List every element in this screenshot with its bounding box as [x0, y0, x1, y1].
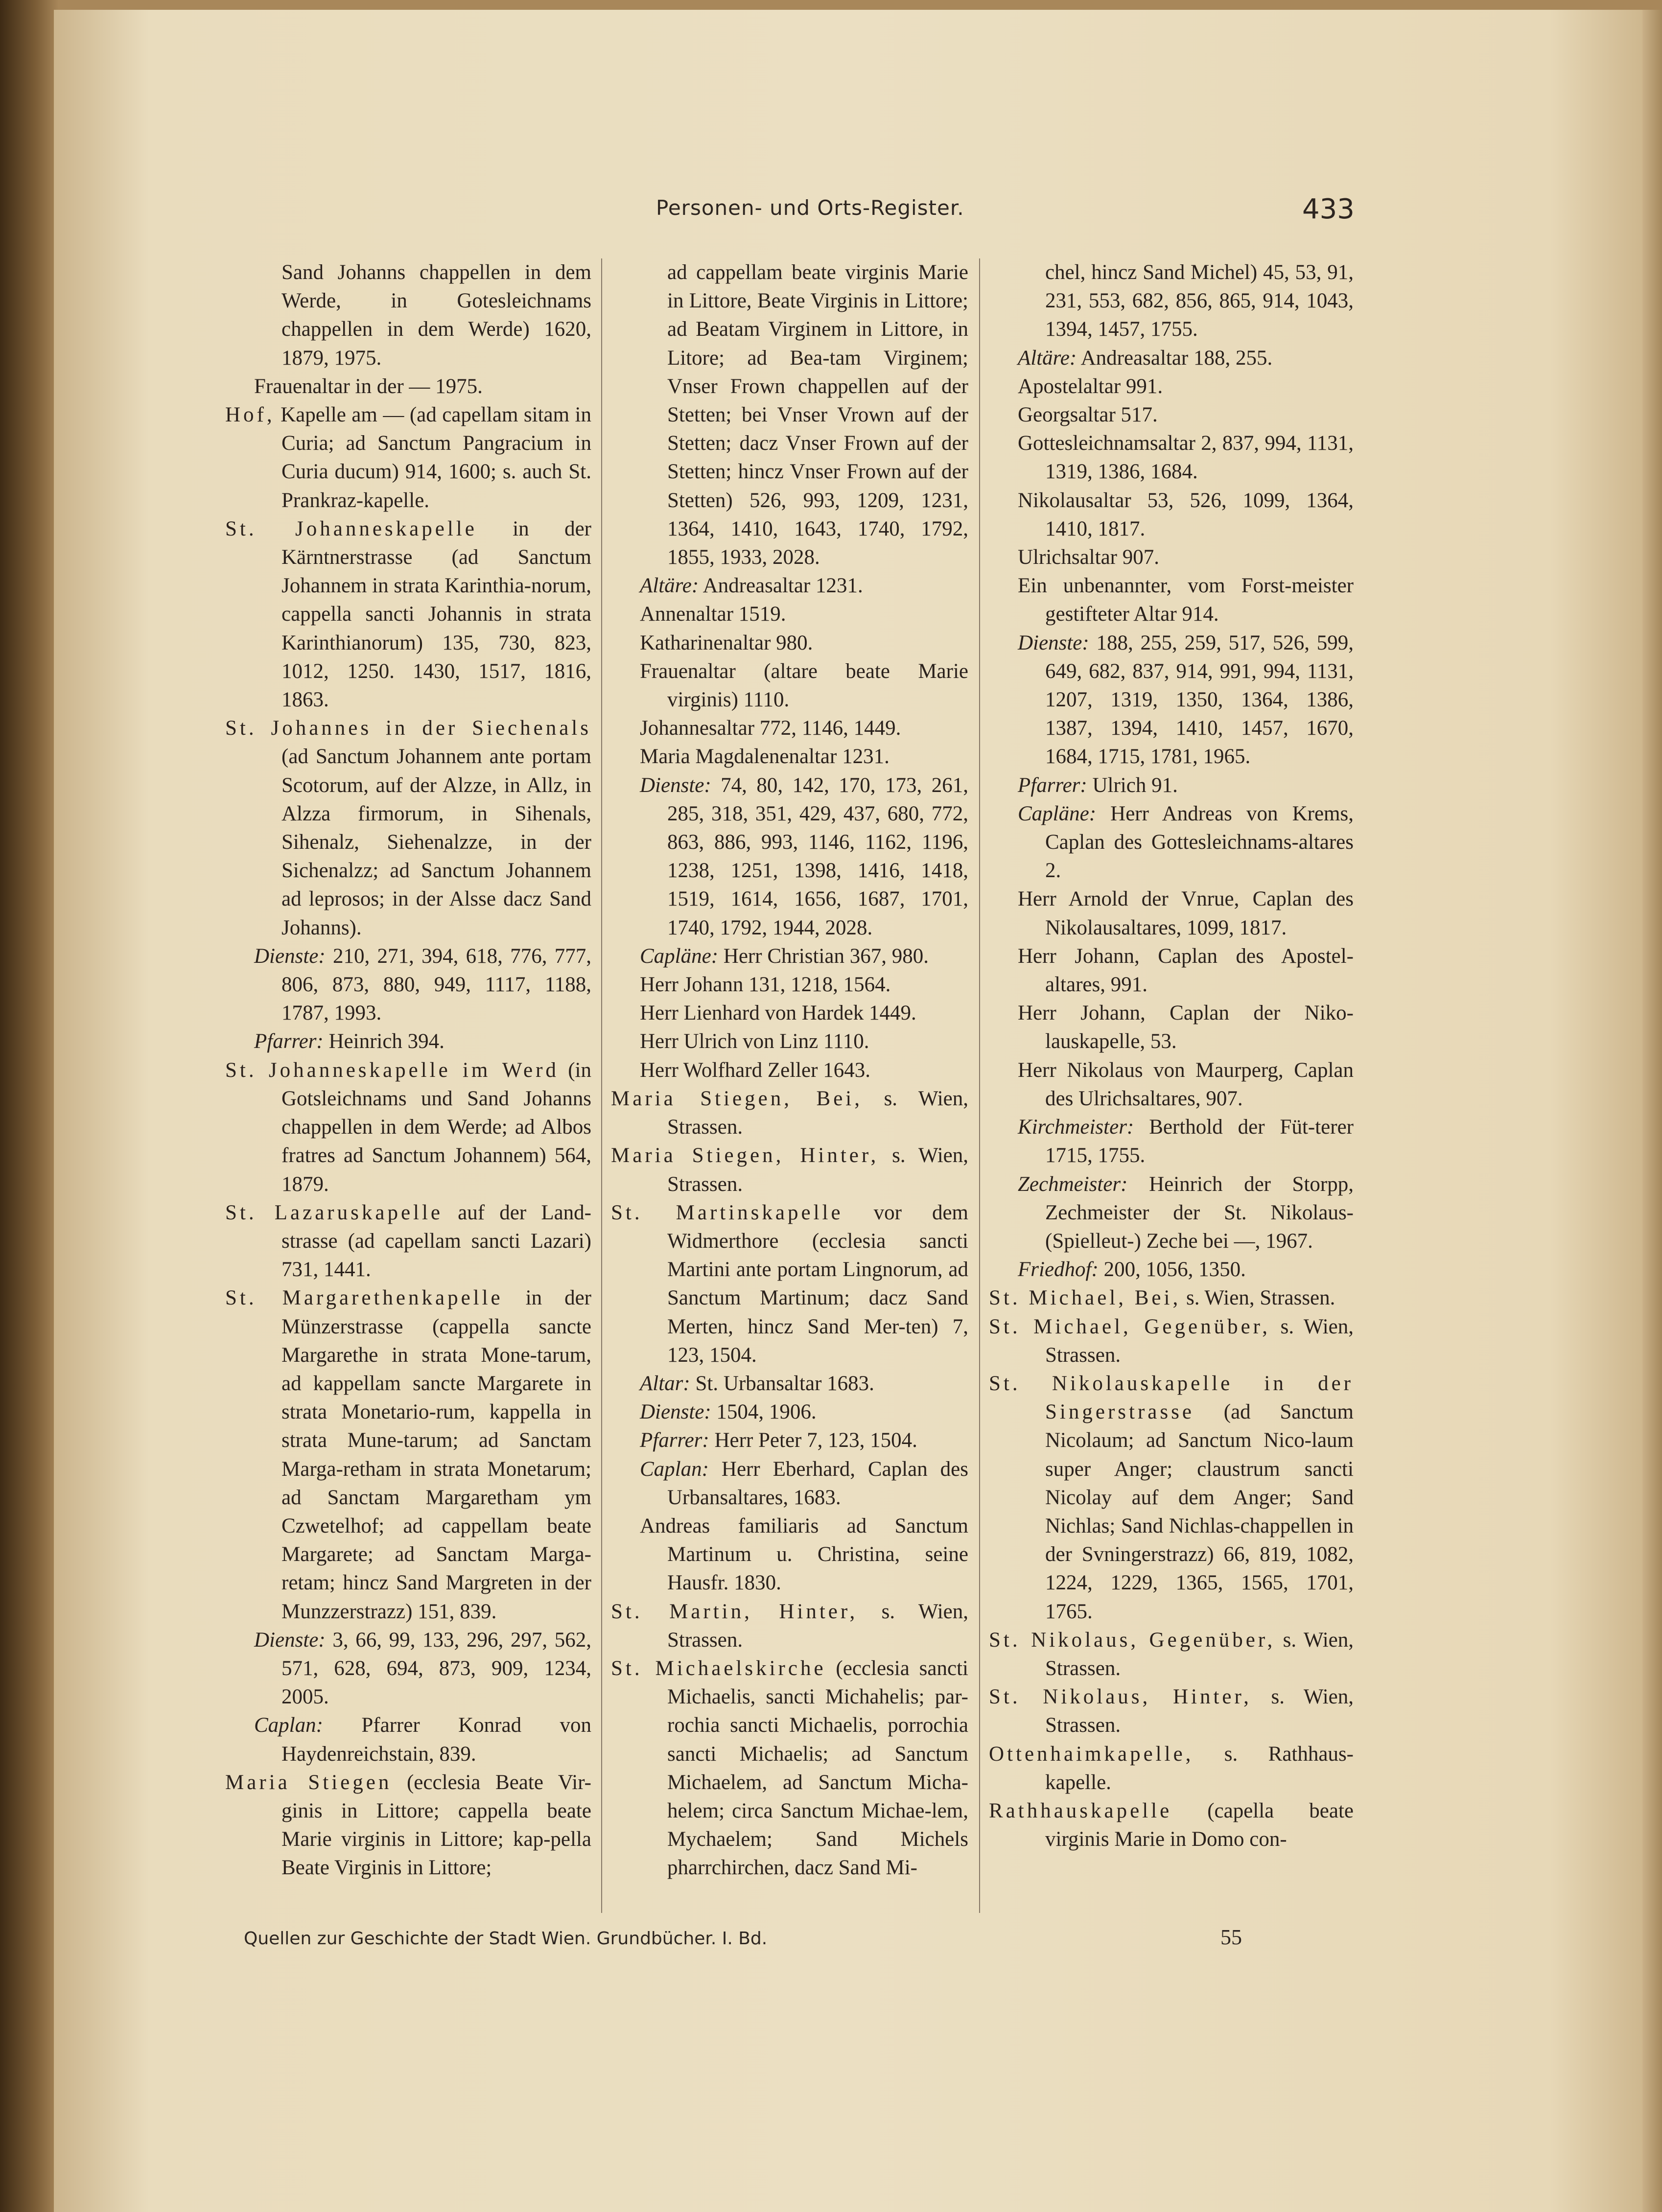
- index-subentry-item: [611, 1027, 968, 1056]
- subentry-label: Pfarrer:: [640, 1429, 709, 1452]
- index-subentry: [225, 1027, 591, 1056]
- column-divider: [979, 258, 980, 1913]
- entry-text: Herr Lienhard von Hardek 1449.: [640, 1001, 916, 1025]
- entry-text: (ad Sanctum Johannem ante portam Scotorum, auf der Alzze, in Allz, in Alzza firmorum, in Sihenals, Sihenalz, Siehenalzze, in der Sichenalzz; ad Sanctum Johannem ad leprosos; in der Alsse dacz Sand Johanns).: [281, 745, 591, 939]
- index-subentry-item: [989, 401, 1354, 429]
- index-subentry: [611, 1398, 968, 1426]
- entry-headword: St. Nikolaus, Gegenüber,: [989, 1628, 1276, 1652]
- index-column-1: [225, 258, 591, 1913]
- entry-headword: Maria Stiegen, Bei,: [611, 1087, 863, 1110]
- index-entry: [989, 1683, 1354, 1740]
- index-subentry: [611, 1455, 968, 1512]
- index-entry-continuation: [989, 258, 1354, 344]
- entry-text: s. Wien, Strassen.: [1045, 1628, 1354, 1680]
- entry-text: Herr Johann 131, 1218, 1564.: [640, 973, 891, 997]
- entry-text: 188, 255, 259, 517, 526, 599, 649, 682, 837, 914, 991, 994, 1131, 1207, 1319, 1350, 1364, 1386, 1387, 1394, 1410, 1457, 1670, 1684, 1715, 1781, 1965.: [1045, 631, 1354, 768]
- subentry-label: Capläne:: [1018, 802, 1097, 825]
- entry-text: Kapelle am — (ad capellam sitam in Curia; ad Sanctum Pangracium in Curia ducum) 914, 1600; s. auch St. Prankraz-kapelle.: [275, 403, 591, 512]
- entry-text: (in Gotsleichnams und Sand Johanns chappellen in dem Werde; ad Albos fratres ad Sanctum Johannem) 564, 1879.: [281, 1058, 591, 1196]
- column-divider: [601, 258, 602, 1913]
- index-subentry-item: [611, 657, 968, 714]
- entry-text: (ad Sanctum Nicolaum; ad Sanctum Nico-laum super Anger; claustrum sancti Nicolay auf dem Anger; Sand Nichlas; Sand Nichlas-chappellen in der Svningerstrazz) 66, 819, 1082, 1224, 1229, 1365, 1565, 1701, 1765.: [1045, 1400, 1354, 1623]
- entry-text: 1504, 1906.: [711, 1400, 817, 1424]
- entry-text: Andreas familiaris ad Sanctum Martinum u. Christina, seine Hausfr. 1830.: [640, 1514, 968, 1595]
- entry-text: 3, 66, 99, 133, 296, 297, 562, 571, 628, 694, 873, 909, 1234, 2005.: [281, 1628, 591, 1709]
- subentry-label: Dienste:: [640, 1400, 711, 1424]
- index-subentry: [225, 1711, 591, 1768]
- index-subentry-item: [611, 1056, 968, 1085]
- entry-text: St. Urbansaltar 1683.: [690, 1372, 874, 1395]
- index-subentry: [225, 1626, 591, 1712]
- subentry-label: Caplan:: [254, 1714, 323, 1737]
- entry-text: Herr Nikolaus von Maurperg, Caplan des Ulrichsaltares, 907.: [1018, 1058, 1354, 1110]
- entry-text: Maria Magdalenenaltar 1231.: [640, 745, 890, 768]
- index-entry: [611, 1598, 968, 1654]
- index-subentry-item: [989, 487, 1354, 543]
- entry-text: vor dem Widmerthore (ecclesia sancti Martini ante portam Lingnorum, ad Sanctum Martinum; dacz Sand Merten, hincz Sand Mer-ten) 7, 123, 1504.: [667, 1201, 969, 1367]
- subentry-label: Capläne:: [640, 944, 719, 968]
- index-subentry: [611, 771, 968, 942]
- index-subentry-item: [989, 942, 1354, 999]
- index-column-3: [989, 258, 1354, 1913]
- entry-text: in der Münzerstrasse (cappella sancte Margarethe in strata Mone-tarum, ad kappellam sancte Margarete in strata Monetario-rum, kappella in strata Mune-tarum; ad Sanctam Marga-retham in strata Monetarum; ad Sanctam Margaretham ym Czwetelhof; ad cappellam beate Margarete; ad Sanctam Marga-retam; hincz Sand Margreten in der Munzzerstrazz) 151, 839.: [281, 1286, 591, 1623]
- entry-text: Ein unbenannter, vom Forst-meister gestifteter Altar 914.: [1018, 574, 1354, 626]
- entry-text: Pfarrer Konrad von Haydenreichstain, 839.: [281, 1714, 591, 1766]
- book-gutter-shadow: [0, 0, 59, 2212]
- entry-text: Sand Johanns chappellen in dem Werde, in Gotesleichnams chappellen in dem Werde) 1620, 1879, 1975.: [281, 261, 591, 370]
- entry-text: s. Wien, Strassen.: [1181, 1286, 1335, 1310]
- entry-text: (ecclesia sancti Michaelis, sancti Michahelis; par-rochia sancti Michaelis, porrochia sancti Michaelis; ad Sanctum Michaelem, ad Sanctum Micha-helem; circa Sanctum Michae-lem, Mychaelem; Sand Michels pharrchirchen, dacz Sand Mi-: [667, 1656, 968, 1880]
- entry-text: Andreasaltar 188, 255.: [1077, 346, 1273, 370]
- subentry-label: Caplan:: [640, 1457, 709, 1481]
- running-header: Personen- und Orts-Register.: [656, 196, 964, 220]
- index-entry: [225, 401, 591, 515]
- entry-text: 200, 1056, 1350.: [1098, 1258, 1246, 1281]
- page-number: 433: [1302, 193, 1355, 225]
- entry-text: Johannesaltar 772, 1146, 1449.: [640, 717, 901, 740]
- entry-headword: Ottenhaimkapelle,: [989, 1742, 1194, 1766]
- entry-text: s. Wien, Strassen.: [1045, 1685, 1354, 1737]
- index-subentry-item: [989, 1056, 1354, 1113]
- entry-text: (capella beate virginis Marie in Domo con-: [1045, 1799, 1354, 1851]
- index-subentry: [989, 800, 1354, 885]
- entry-headword: St. Nikolauskapelle in der Singerstrasse: [989, 1372, 1354, 1424]
- entry-headword: Maria Stiegen: [225, 1770, 392, 1794]
- entry-text: Katharinenaltar 980.: [640, 631, 813, 654]
- entry-text: Herr Peter 7, 123, 1504.: [709, 1429, 917, 1452]
- index-entry: [225, 515, 591, 714]
- entry-text: Herr Eberhard, Caplan des Urbansaltares, 1683.: [667, 1457, 968, 1509]
- subentry-label: Dienste:: [254, 944, 326, 968]
- entry-text: Herr Wolfhard Zeller 1643.: [640, 1058, 870, 1082]
- subentry-label: Kirchmeister:: [1018, 1116, 1134, 1139]
- index-entry: [989, 1797, 1354, 1854]
- index-subentry: [989, 1170, 1354, 1256]
- entry-headword: Hof,: [225, 403, 275, 427]
- entry-text: Herr Johann, Caplan der Niko-lauskapelle, 53.: [1018, 1001, 1354, 1053]
- entry-text: Andreasaltar 1231.: [699, 574, 863, 598]
- entry-text: Georgsaltar 517.: [1018, 403, 1158, 427]
- entry-text: Annenaltar 1519.: [640, 603, 786, 626]
- subentry-label: Altäre:: [640, 574, 699, 598]
- subentry-label: Pfarrer:: [1018, 773, 1087, 797]
- index-subentry: [989, 1113, 1354, 1170]
- entry-text: Frauenaltar (altare beate Marie virginis) 1110.: [640, 659, 968, 712]
- entry-text: Herr Ulrich von Linz 1110.: [640, 1030, 869, 1053]
- entry-text: s. Rathhaus-kapelle.: [1045, 1742, 1354, 1794]
- index-subentry-item: [989, 999, 1354, 1056]
- index-entry: [611, 1199, 968, 1370]
- index-subentry-item: [611, 714, 968, 743]
- entry-text: Heinrich der Storpp, Zechmeister der St. Nikolaus-(Spielleut-) Zeche bei —, 1967.: [1045, 1172, 1354, 1253]
- entry-headword: St. Michael, Gegenüber,: [989, 1315, 1271, 1338]
- index-entry: [989, 1313, 1354, 1370]
- entry-headword: St. Johanneskapelle: [225, 517, 477, 540]
- entry-text: Frauenaltar in der — 1975.: [254, 374, 483, 398]
- entry-text: Herr Christian 367, 980.: [718, 944, 929, 968]
- index-subentry-item: [611, 1512, 968, 1598]
- index-subentry: [989, 629, 1354, 771]
- page-edge: [1642, 10, 1662, 2212]
- entry-headword: Maria Stiegen, Hinter,: [611, 1144, 879, 1167]
- entry-headword: St. Michaelskirche: [611, 1656, 826, 1680]
- index-subentry: [989, 1256, 1354, 1284]
- entry-text: Apostelaltar 991.: [1018, 374, 1163, 398]
- index-subentry-item: [989, 429, 1354, 486]
- entry-headword: St. Michael, Bei,: [989, 1286, 1181, 1310]
- entry-text: Heinrich 394.: [323, 1030, 445, 1053]
- entry-text: Ulrichsaltar 907.: [1018, 546, 1159, 569]
- index-entry: [225, 1284, 591, 1626]
- entry-text: 74, 80, 142, 170, 173, 261, 285, 318, 351, 429, 437, 680, 772, 863, 886, 993, 1146, 1162, 1196, 1238, 1251, 1398, 1416, 1418, 1519, 1614, 1656, 1687, 1701, 1740, 1792, 1944, 2028.: [667, 773, 968, 939]
- entry-text: Nikolausaltar 53, 526, 1099, 1364, 1410, 1817.: [1018, 489, 1354, 540]
- index-subentry-item: [611, 629, 968, 657]
- subentry-label: Dienste:: [1018, 631, 1089, 654]
- index-entry: [611, 1085, 968, 1141]
- index-entry: [989, 1370, 1354, 1626]
- entry-text: in der Kärntnerstrasse (ad Sanctum Johannem in strata Karinthia-norum, cappella sancti Johannis in strata Karinthianorum) 135, 730, 823, 1012, 1250. 1430, 1517, 1816, 1863.: [281, 517, 591, 712]
- index-entry: [225, 714, 591, 942]
- signature-mark: 55: [1220, 1925, 1242, 1949]
- entry-text: s. Wien, Strassen.: [1045, 1315, 1354, 1367]
- index-entry-continuation: [611, 258, 968, 572]
- index-subentry-item: [989, 373, 1354, 401]
- index-subentry: [611, 1426, 968, 1455]
- entry-text: s. Wien, Strassen.: [667, 1087, 968, 1139]
- entry-headword: St. Johannes in der Siechenals: [225, 717, 591, 740]
- index-subentry: [225, 942, 591, 1028]
- entry-headword: St. Lazaruskapelle: [225, 1201, 444, 1224]
- entry-text: Herr Johann, Caplan des Apostel-altares, 991.: [1018, 944, 1354, 997]
- subentry-label: Friedhof:: [1018, 1258, 1099, 1281]
- index-subentry-item: [611, 743, 968, 771]
- entry-headword: St. Nikolaus, Hinter,: [989, 1685, 1252, 1709]
- index-subentry-item: [989, 543, 1354, 572]
- index-subentry: [225, 373, 591, 401]
- index-entry: [225, 1199, 591, 1284]
- entry-text: Berthold der Füt-terer 1715, 1755.: [1045, 1116, 1354, 1167]
- index-subentry: [989, 771, 1354, 800]
- entry-text: s. Wien, Strassen.: [667, 1600, 968, 1652]
- entry-text: 210, 271, 394, 618, 776, 777, 806, 873, 880, 949, 1117, 1188, 1787, 1993.: [281, 944, 591, 1025]
- index-entry: [989, 1284, 1354, 1312]
- entry-headword: St. Martinskapelle: [611, 1201, 843, 1224]
- subentry-label: Dienste:: [640, 773, 711, 797]
- entry-headword: St. Martin, Hinter,: [611, 1600, 858, 1623]
- entry-text: chel, hincz Sand Michel) 45, 53, 91, 231, 553, 682, 856, 865, 914, 1043, 1394, 1457, 1755.: [1045, 261, 1354, 341]
- index-subentry: [611, 942, 968, 971]
- entry-text: Herr Andreas von Krems, Caplan des Gottesleichnams-altares 2.: [1045, 802, 1354, 883]
- index-subentry-item: [611, 600, 968, 629]
- index-entry: [611, 1141, 968, 1198]
- index-entry: [611, 1654, 968, 1883]
- index-column-2: [611, 258, 968, 1913]
- subentry-label: Pfarrer:: [254, 1030, 324, 1053]
- entry-text: auf der Land-strasse (ad capellam sancti Lazari) 731, 1441.: [281, 1201, 591, 1281]
- index-entry: [225, 1769, 591, 1883]
- entry-headword: Rathhauskapelle: [989, 1799, 1172, 1822]
- index-entry: [989, 1740, 1354, 1797]
- entry-text: Ulrich 91.: [1087, 773, 1178, 797]
- entry-headword: St. Margarethenkapelle: [225, 1286, 503, 1310]
- entry-text: s. Wien, Strassen.: [667, 1144, 969, 1196]
- index-entry: [225, 1056, 591, 1199]
- footer-source: Quellen zur Geschichte der Stadt Wien. Grundbücher. I. Bd.: [244, 1929, 768, 1949]
- index-subentry: [611, 1370, 968, 1398]
- entry-text: ad cappellam beate virginis Marie in Littore, Beate Virginis in Littore; ad Beatam Virginem in Littore, in Litore; ad Bea-tam Virginem; Vnser Frown chappellen auf der Stetten; bei Vnser Vrown auf der Stetten; dacz Vnser Frown auf der Stetten; hincz Vnser Frown auf der Stetten) 526, 993, 1209, 1231, 1364, 1410, 1643, 1740, 1792, 1855, 1933, 2028.: [667, 261, 968, 569]
- subentry-label: Altar:: [640, 1372, 690, 1395]
- subentry-label: Altäre:: [1018, 346, 1077, 370]
- index-subentry-item: [611, 971, 968, 999]
- index-subentry: [989, 344, 1354, 373]
- subentry-label: Zechmeister:: [1018, 1172, 1128, 1196]
- entry-headword: St. Johanneskapelle im Werd: [225, 1058, 559, 1082]
- index-subentry-item: [611, 999, 968, 1027]
- index-entry: [989, 1626, 1354, 1683]
- index-subentry-item: [989, 885, 1354, 942]
- entry-text: (ecclesia Beate Vir-ginis in Littore; cappella beate Marie virginis in Littore; kap-pella Beate Virginis in Littore;: [281, 1770, 591, 1880]
- entry-text: Herr Arnold der Vnrue, Caplan des Nikolausaltares, 1099, 1817.: [1018, 887, 1354, 939]
- index-entry-continuation: [225, 258, 591, 373]
- subentry-label: Dienste:: [254, 1628, 326, 1652]
- entry-text: Gottesleichnamsaltar 2, 837, 994, 1131, 1319, 1386, 1684.: [1018, 432, 1354, 484]
- index-subentry-item: [989, 572, 1354, 629]
- index-subentry: [611, 572, 968, 600]
